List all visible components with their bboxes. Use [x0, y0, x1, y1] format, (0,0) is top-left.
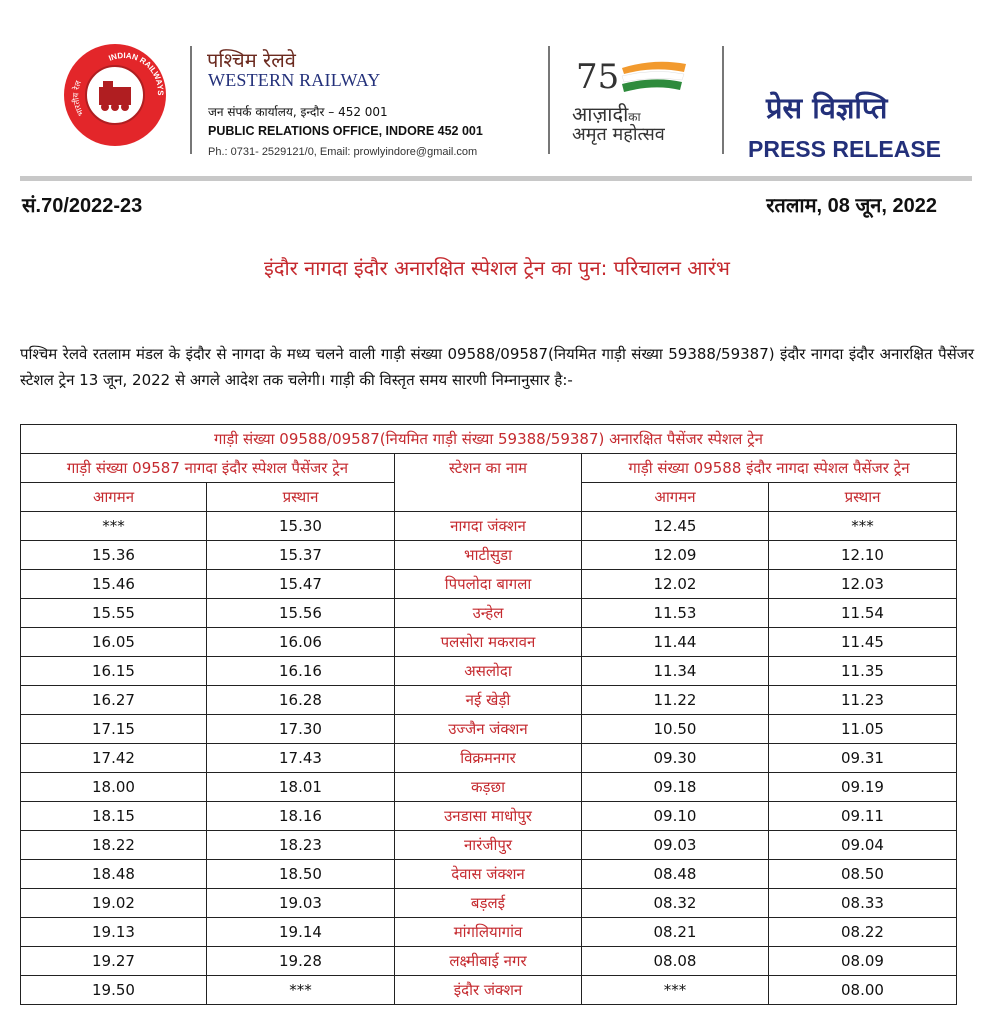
right-departure-cell: 11.45: [769, 628, 957, 657]
left-arrival-cell: 19.13: [21, 918, 207, 947]
azadi-ka-text: का: [628, 110, 641, 124]
right-arrival-cell: ***: [582, 976, 769, 1005]
right-departure-cell: 08.22: [769, 918, 957, 947]
azadi-number: 75: [576, 57, 620, 97]
left-departure-cell: 18.50: [207, 860, 395, 889]
header-divider: [722, 46, 724, 154]
header-divider: [190, 46, 192, 154]
right-arrival-cell: 08.08: [582, 947, 769, 976]
svg-text:INDIAN RAILWAYS: [107, 51, 165, 96]
right-departure-cell: 11.54: [769, 599, 957, 628]
headline: इंदौर नागदा इंदौर अनारक्षित स्पेशल ट्रेन का पुन: परिचालन आरंभ: [264, 256, 730, 280]
left-departure-cell: 18.01: [207, 773, 395, 802]
right-departure-cell: 08.33: [769, 889, 957, 918]
left-departure-cell: 19.03: [207, 889, 395, 918]
right-arrival-cell: 09.30: [582, 744, 769, 773]
station-name-cell: कड़छा: [395, 773, 582, 802]
right-departure-cell: 08.00: [769, 976, 957, 1005]
left-departure-header: प्रस्थान: [207, 483, 395, 512]
right-departure-cell: 09.19: [769, 773, 957, 802]
header-rule: [20, 176, 972, 181]
table-row: [21, 918, 957, 947]
org-name-hindi: पश्चिम रेलवे: [207, 48, 296, 72]
right-departure-cell: 11.35: [769, 657, 957, 686]
station-name-cell: उन्हेल: [395, 599, 582, 628]
header-divider: [548, 46, 550, 154]
right-arrival-cell: 12.02: [582, 570, 769, 599]
table-row: [21, 541, 957, 570]
station-name-cell: उनडासा माधोपुर: [395, 802, 582, 831]
right-departure-cell: 12.03: [769, 570, 957, 599]
station-name-cell: लक्ष्मीबाई नगर: [395, 947, 582, 976]
left-departure-cell: 17.30: [207, 715, 395, 744]
table-row: [21, 802, 957, 831]
station-name-cell: नारंजीपुर: [395, 831, 582, 860]
right-departure-cell: 09.31: [769, 744, 957, 773]
right-arrival-cell: 12.45: [582, 512, 769, 541]
left-departure-cell: 15.37: [207, 541, 395, 570]
right-arrival-cell: 11.44: [582, 628, 769, 657]
left-departure-cell: 17.43: [207, 744, 395, 773]
left-arrival-cell: 18.00: [21, 773, 207, 802]
left-departure-cell: 16.28: [207, 686, 395, 715]
left-departure-cell: 19.14: [207, 918, 395, 947]
station-name-cell: देवास जंक्शन: [395, 860, 582, 889]
left-arrival-cell: 18.22: [21, 831, 207, 860]
right-departure-cell: 08.50: [769, 860, 957, 889]
table-row: [21, 512, 957, 541]
station-header: स्टेशन का नाम: [395, 454, 582, 512]
azadi-amrit-mahotsav-logo: [574, 54, 704, 98]
office-address-hindi: जन संपर्क कार्यालय, इन्दौर – 452 001: [208, 105, 388, 119]
azadi-text-line1: आज़ादीका: [572, 102, 641, 126]
right-arrival-cell: 08.32: [582, 889, 769, 918]
table-title-row: [21, 425, 957, 454]
table-row: [21, 686, 957, 715]
azadi-text-line2: अमृत महोत्सव: [572, 124, 665, 145]
right-departure-cell: 11.05: [769, 715, 957, 744]
table-row: [21, 947, 957, 976]
left-arrival-cell: 16.15: [21, 657, 207, 686]
left-arrival-cell: 17.42: [21, 744, 207, 773]
timetable: [20, 424, 957, 1005]
right-departure-header: प्रस्थान: [769, 483, 957, 512]
left-arrival-cell: 19.50: [21, 976, 207, 1005]
body-paragraph: पश्चिम रेलवे रतलाम मंडल के इंदौर से नागदा के मध्य चलने वाली गाड़ी संख्या 09588/09587(नियमित गाड़ी संख्या 59388/59387) इंदौर नागदा इंदौर अनारक्षित पैसेंजर स्टेशल ट्रेन 13 जून, 2022 से अगले आदेश तक चलेगी। गाड़ी की विस्तृत समय सारणी निम्नानुसार है:-: [20, 345, 974, 389]
logo-text-right: INDIAN RAILWAYS: [107, 50, 165, 96]
station-name-cell: असलोदा: [395, 657, 582, 686]
right-arrival-cell: 11.22: [582, 686, 769, 715]
table-row: [21, 599, 957, 628]
station-name-cell: इंदौर जंक्शन: [395, 976, 582, 1005]
right-departure-cell: 08.09: [769, 947, 957, 976]
left-departure-cell: 18.16: [207, 802, 395, 831]
org-name-english: WESTERN RAILWAY: [208, 70, 381, 90]
right-departure-cell: 09.11: [769, 802, 957, 831]
right-arrival-cell: 10.50: [582, 715, 769, 744]
table-row: [21, 628, 957, 657]
table-row: [21, 773, 957, 802]
left-arrival-cell: 16.27: [21, 686, 207, 715]
station-name-cell: विक्रमनगर: [395, 744, 582, 773]
table-row: [21, 831, 957, 860]
station-name-cell: नागदा जंक्शन: [395, 512, 582, 541]
left-departure-cell: 15.47: [207, 570, 395, 599]
table-row: [21, 657, 957, 686]
station-name-cell: उज्जैन जंक्शन: [395, 715, 582, 744]
station-name-cell: मांगलियागांव: [395, 918, 582, 947]
right-departure-cell: 12.10: [769, 541, 957, 570]
right-departure-cell: ***: [769, 512, 957, 541]
right-arrival-cell: 11.34: [582, 657, 769, 686]
right-arrival-cell: 12.09: [582, 541, 769, 570]
flag-green-stripe: [622, 79, 682, 92]
station-name-cell: पलसोरा मकरावन: [395, 628, 582, 657]
press-release-english: PRESS RELEASE: [748, 136, 941, 162]
table-title: गाड़ी संख्या 09588/09587(नियमित गाड़ी संख्या 59388/59387) अनारक्षित पैसेंजर स्पेशल ट्रेन: [21, 425, 957, 454]
left-arrival-cell: 17.15: [21, 715, 207, 744]
table-row: [21, 889, 957, 918]
left-departure-cell: 18.23: [207, 831, 395, 860]
left-train-header: गाड़ी संख्या 09587 नागदा इंदौर स्पेशल पैसेंजर ट्रेन: [21, 454, 395, 483]
right-departure-cell: 09.04: [769, 831, 957, 860]
station-name-cell: पिपलोदा बागला: [395, 570, 582, 599]
left-arrival-cell: 19.27: [21, 947, 207, 976]
right-arrival-cell: 09.10: [582, 802, 769, 831]
left-arrival-cell: 15.55: [21, 599, 207, 628]
table-row: [21, 570, 957, 599]
logo-text-left: भारतीय रेल: [71, 79, 86, 118]
left-departure-cell: 15.30: [207, 512, 395, 541]
indian-railways-logo: [64, 44, 166, 146]
left-arrival-cell: 19.02: [21, 889, 207, 918]
reference-number: सं.70/2022-23: [22, 195, 143, 217]
table-train-header-row: [21, 454, 957, 483]
right-arrival-cell: 09.03: [582, 831, 769, 860]
left-arrival-cell: 18.48: [21, 860, 207, 889]
table-row: [21, 860, 957, 889]
right-arrival-cell: 09.18: [582, 773, 769, 802]
left-arrival-header: आगमन: [21, 483, 207, 512]
left-departure-cell: 16.16: [207, 657, 395, 686]
left-arrival-cell: 16.05: [21, 628, 207, 657]
left-arrival-cell: 15.46: [21, 570, 207, 599]
left-departure-cell: 19.28: [207, 947, 395, 976]
place-date: रतलाम, 08 जून, 2022: [766, 195, 937, 217]
table-row: [21, 715, 957, 744]
table-row: [21, 976, 957, 1005]
contact-info: Ph.: 0731- 2529121/0, Email: prowlyindore@gmail.com: [208, 146, 478, 158]
left-arrival-cell: ***: [21, 512, 207, 541]
press-release-hindi: प्रेस विज्ञप्ति: [766, 91, 888, 125]
station-name-cell: बड़लई: [395, 889, 582, 918]
left-arrival-cell: 18.15: [21, 802, 207, 831]
station-name-cell: नई खेड़ी: [395, 686, 582, 715]
svg-text:भारतीय रेल: [70, 79, 85, 117]
right-arrival-cell: 08.21: [582, 918, 769, 947]
left-departure-cell: 16.06: [207, 628, 395, 657]
left-departure-cell: ***: [207, 976, 395, 1005]
station-name-cell: भाटीसुडा: [395, 541, 582, 570]
office-address-english: PUBLIC RELATIONS OFFICE, INDORE 452 001: [208, 124, 483, 138]
left-arrival-cell: 15.36: [21, 541, 207, 570]
right-departure-cell: 11.23: [769, 686, 957, 715]
table-row: [21, 744, 957, 773]
right-arrival-cell: 11.53: [582, 599, 769, 628]
right-arrival-cell: 08.48: [582, 860, 769, 889]
right-train-header: गाड़ी संख्या 09588 इंदौर नागदा स्पेशल पैसेंजर ट्रेन: [582, 454, 957, 483]
left-departure-cell: 15.56: [207, 599, 395, 628]
right-arrival-header: आगमन: [582, 483, 769, 512]
